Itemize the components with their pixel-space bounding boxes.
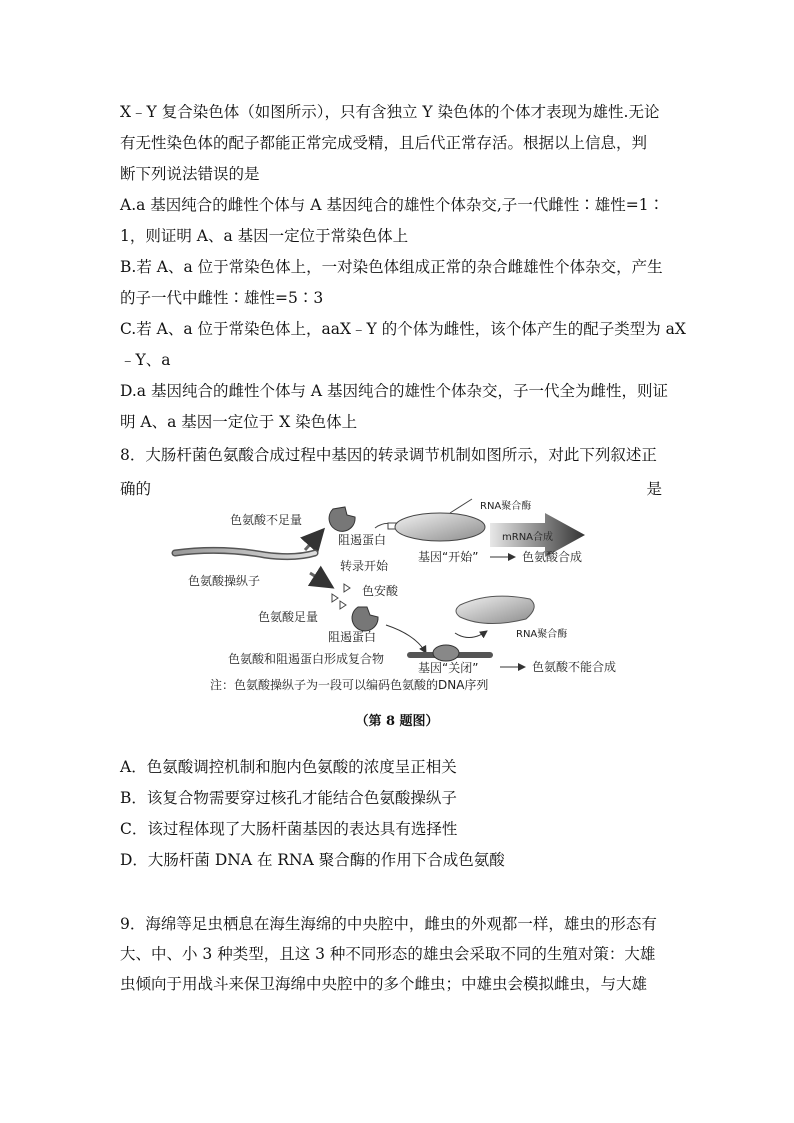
gene-off-label: 基因“关闭” xyxy=(418,661,479,675)
repressor-top-label: 阻遏蛋白 xyxy=(338,533,387,547)
trp-molecules-icon xyxy=(332,584,350,609)
q7-option-a-line-1: A.a 基因纯合的雌性个体与 A 基因纯合的雄性个体杂交,子一代雌性∶雄性=1∶ xyxy=(120,196,665,214)
trp-insufficient-label: 色氨酸不足量 xyxy=(230,513,303,527)
q8-option-c: C．该过程体现了大肠杆菌基因的表达具有选择性 xyxy=(120,820,458,838)
complex-label: 色氨酸和阻遏蛋白形成复合物 xyxy=(228,652,385,666)
trp-synthesis-label: 色氨酸合成 xyxy=(522,550,583,564)
repressor-bottom-label: 阻遏蛋白 xyxy=(328,630,377,644)
q9-line-1: 9．海绵等足虫栖息在海生海绵的中央腔中，雌虫的外观都一样，雄虫的形态有 xyxy=(120,915,657,933)
complex-icon xyxy=(433,645,459,661)
q9-line-3: 虫倾向于用战斗来保卫海绵中央腔中的多个雌虫；中雄虫会模拟雌虫，与大雄 xyxy=(120,975,648,993)
q7-option-d-line-1: D.a 基因纯合的雌性个体与 A 基因纯合的雄性个体杂交，子一代全为雌性，则证 xyxy=(120,382,669,400)
repressor-bottom-icon xyxy=(352,607,378,631)
q8-stem-line-1: 8．大肠杆菌色氨酸合成过程中基因的转录调节机制如图所示，对此下列叙述正 xyxy=(120,446,657,464)
q7-option-d-line-2: 明 A、a 基因一定位于 X 染色体上 xyxy=(120,413,358,431)
transcription-start-label: 转录开始 xyxy=(340,559,389,573)
q8-option-d: D．大肠杆菌 DNA 在 RNA 聚合酶的作用下合成色氨酸 xyxy=(120,851,505,869)
q7-option-c-line-1: C.若 A、a 位于常染色体上，aaX﹣Y 的个体为雌性，该个体产生的配子类型为 aX xyxy=(120,320,686,338)
q7-option-a-line-2: 1，则证明 A、a 基因一定位于常染色体上 xyxy=(120,227,409,245)
trp-label: 色安酸 xyxy=(362,584,399,598)
q8-stem-left: 确的 xyxy=(120,480,152,498)
rna-polymerase-top-label: RNA聚合酶 xyxy=(480,501,532,512)
figure-caption: （第 8 题图） xyxy=(355,714,439,729)
trp-no-synthesis-label: 色氨酸不能合成 xyxy=(532,660,617,674)
q7-option-b-line-1: B.若 A、a 位于常染色体上，一对染色体组成正常的杂合雌雄性个体杂交，产生 xyxy=(120,258,663,276)
q7-line-2: 有无性染色体的配子都能正常完成受精，且后代正常存活。根据以上信息，判 xyxy=(120,134,648,152)
q7-option-b-line-2: 的子一代中雌性∶雄性=5∶3 xyxy=(120,289,324,307)
rna-polymerase-bottom-label: RNA聚合酶 xyxy=(516,629,568,640)
gene-on-label: 基因“开始” xyxy=(418,550,479,564)
q8-diagram xyxy=(150,495,620,700)
q8-option-b: B．该复合物需要穿过核孔才能结合色氨酸操纵子 xyxy=(120,789,457,807)
diagram-note: 注：色氨酸操纵子为一段可以编码色氨酸的DNA序列 xyxy=(210,678,489,692)
rna-polymerase-top-icon xyxy=(395,513,485,541)
repressor-protein-icon xyxy=(329,507,355,531)
rna-polymerase-bottom-icon xyxy=(456,596,534,623)
q7-line-3: 断下列说法错误的是 xyxy=(120,165,260,183)
operator-label: 色氨酸操纵子 xyxy=(188,574,261,588)
trp-sufficient-label: 色氨酸足量 xyxy=(258,610,319,624)
q8-option-a: A．色氨酸调控机制和胞内色氨酸的浓度呈正相关 xyxy=(120,758,457,776)
mrna-synthesis-label: mRNA合成 xyxy=(502,532,554,543)
q9-line-2: 大、中、小 3 种类型，且这 3 种不同形态的雄虫会采取不同的生殖对策：大雄 xyxy=(120,945,656,963)
q7-option-c-line-2: ﹣Y、a xyxy=(120,351,171,369)
arrow-to-repressor-icon xyxy=(305,530,323,550)
q7-line-1: X﹣Y 复合染色体（如图所示），只有含独立 Y 染色体的个体才表现为雄性.无论 xyxy=(120,103,660,121)
q8-stem-right: 是 xyxy=(646,480,662,498)
